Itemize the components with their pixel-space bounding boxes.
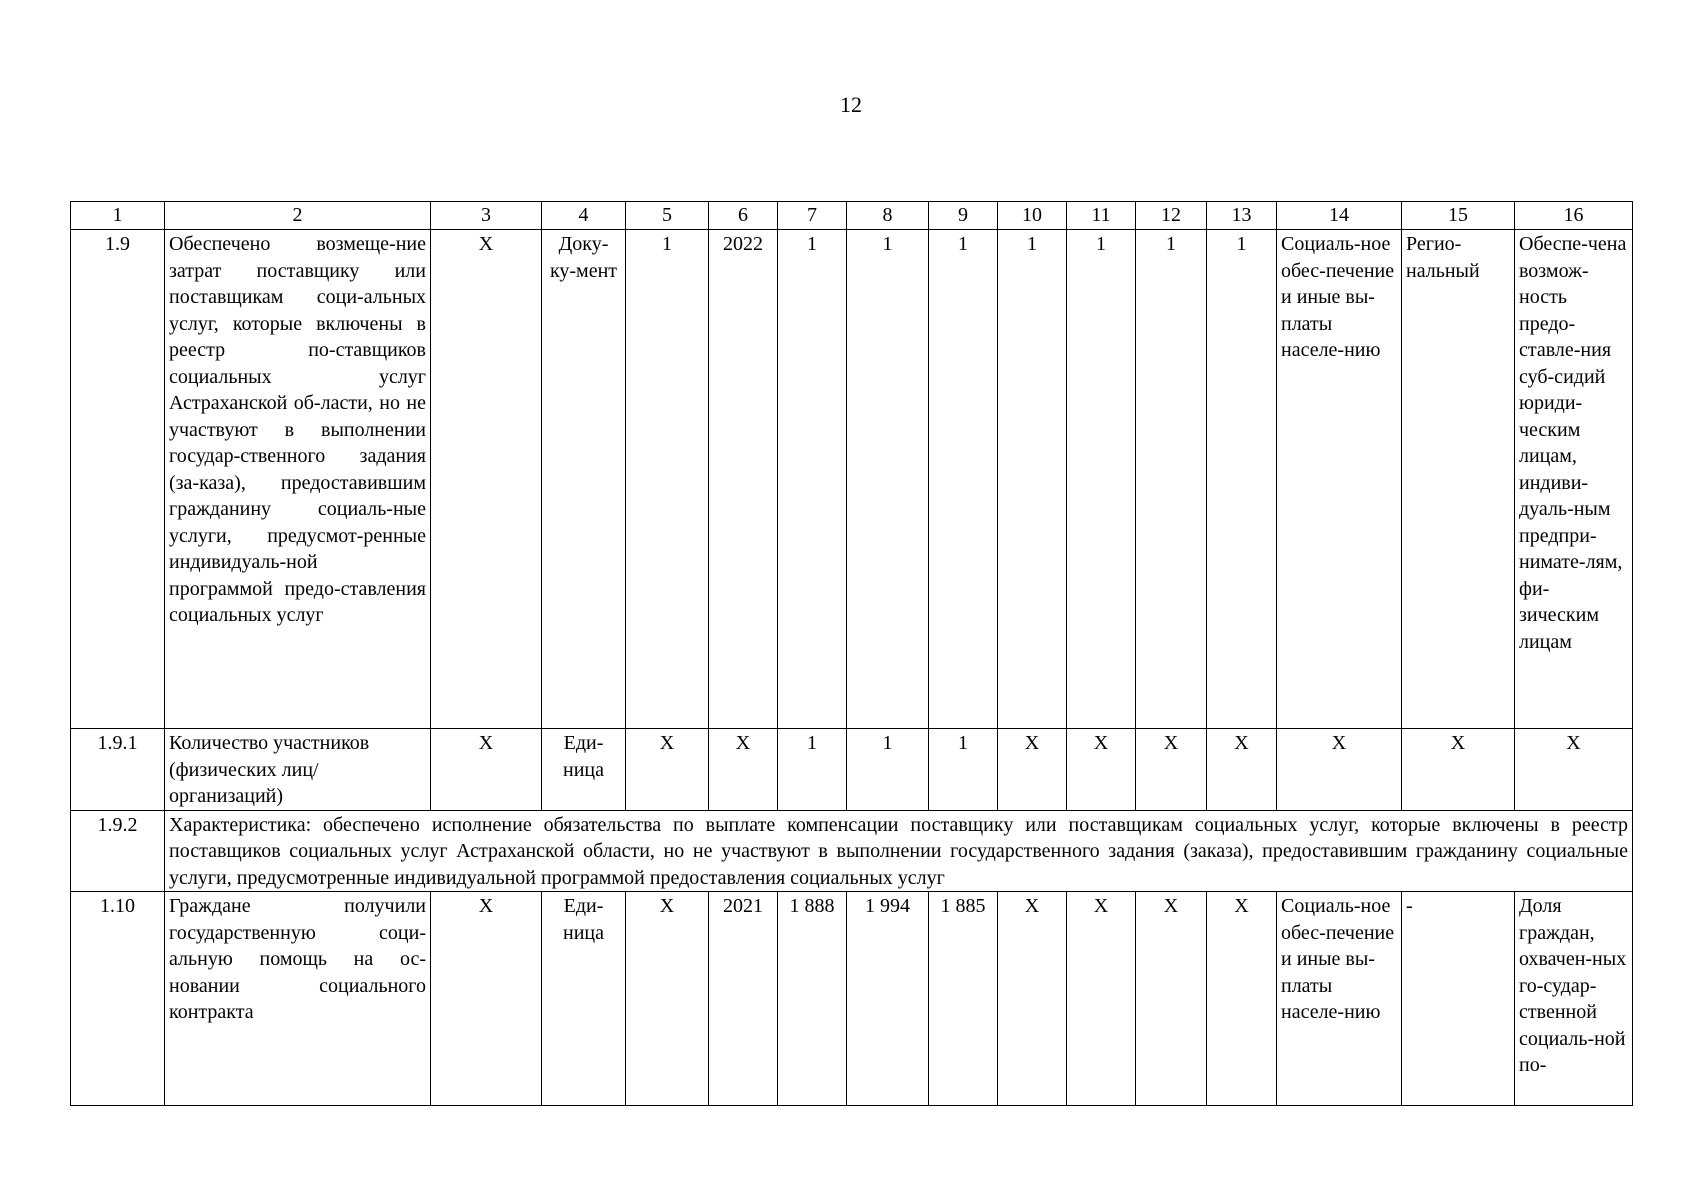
header-row (71, 202, 1633, 230)
cell-col-9: 1 (929, 230, 998, 729)
cell-col-8: 1 (847, 230, 929, 729)
header-cell: 13 (1207, 202, 1277, 230)
year-cell: X (709, 729, 778, 811)
unit-cell: Доку-ку-мент (542, 230, 626, 729)
cell-col-11: 1 (1067, 230, 1136, 729)
cell-col-15: - (1402, 892, 1515, 1106)
header-cell: 14 (1277, 202, 1402, 230)
year-cell: 2022 (709, 230, 778, 729)
header-cell: 2 (165, 202, 431, 230)
cell-col-7: 1 (778, 230, 847, 729)
cell-col-13: 1 (1207, 230, 1277, 729)
cell-col-11: X (1067, 892, 1136, 1106)
cell-col-15: X (1402, 729, 1515, 811)
cell-col-12: X (1136, 729, 1207, 811)
cell-col-9: 1 885 (929, 892, 998, 1106)
cell-col-9: 1 (929, 729, 998, 811)
header-cell: 15 (1402, 202, 1515, 230)
cell-col-16: Доля граждан, охвачен-ных го-судар-ственной социаль-ной по- (1515, 892, 1633, 1106)
cell-col-10: X (998, 729, 1067, 811)
cell-col-14: X (1277, 729, 1402, 811)
header-cell: 1 (71, 202, 165, 230)
cell-col-3: X (431, 892, 542, 1106)
cell-col-11: X (1067, 729, 1136, 811)
cell-col-13: X (1207, 892, 1277, 1106)
header-cell: 11 (1067, 202, 1136, 230)
cell-col-12: X (1136, 892, 1207, 1106)
table-row-1-9 (71, 230, 1633, 729)
header-cell: 3 (431, 202, 542, 230)
cell-col-15: Регио-нальный (1402, 230, 1515, 729)
unit-cell: Еди-ница (542, 729, 626, 811)
cell-col-10: X (998, 892, 1067, 1106)
header-cell: 4 (542, 202, 626, 230)
cell-col-3: X (431, 230, 542, 729)
header-cell: 7 (778, 202, 847, 230)
header-cell: 9 (929, 202, 998, 230)
page-number: 12 (840, 92, 862, 117)
cell-col-14: Социаль-ное обес-печение и иные вы-платы населе-нию (1277, 230, 1402, 729)
row-number: 1.9 (71, 230, 165, 729)
row-name: Количество участников (физических лиц/организаций) (165, 729, 431, 811)
cell-col-13: X (1207, 729, 1277, 811)
header-cell: 6 (709, 202, 778, 230)
header-cell: 12 (1136, 202, 1207, 230)
cell-col-16: Обеспе-чена возмож-ность предо-ставле-ния суб-сидий юриди-ческим лицам, индиви-дуаль-ным предпри-нимате-лям, фи-зическим лицам (1515, 230, 1633, 729)
row-name: Обеспечено возмеще-ние затрат поставщику или поставщикам соци-альных услуг, которые включены в реестр по-ставщиков социальных услуг Астраханской об-ласти, но не участвуют в выполнении государ-ственного задания (за-каза), предоставившим гражданину социаль-ные услуги, предусмот-ренные индивидуаль-ной программой предо-ставления социальных услуг (165, 230, 431, 729)
row-number: 1.9.2 (71, 810, 165, 892)
row-number: 1.10 (71, 892, 165, 1106)
cell-col-5: X (626, 892, 709, 1106)
cell-col-12: 1 (1136, 230, 1207, 729)
indicators-table (70, 201, 1633, 1106)
unit-cell: Еди-ница (542, 892, 626, 1106)
header-cell: 8 (847, 202, 929, 230)
cell-col-5: X (626, 729, 709, 811)
table-row-1-10 (71, 892, 1633, 1106)
table-row-1-9-1 (71, 729, 1633, 811)
header-cell: 16 (1515, 202, 1633, 230)
cell-col-5: 1 (626, 230, 709, 729)
header-cell: 5 (626, 202, 709, 230)
cell-col-8: 1 994 (847, 892, 929, 1106)
table-row-1-9-2 (71, 810, 1633, 892)
cell-col-8: 1 (847, 729, 929, 811)
cell-col-3: X (431, 729, 542, 811)
year-cell: 2021 (709, 892, 778, 1106)
cell-col-7: 1 (778, 729, 847, 811)
header-cell: 10 (998, 202, 1067, 230)
row-name: Граждане получили государственную соци-альную помощь на ос-новании социального контракта (165, 892, 431, 1106)
row-number: 1.9.1 (71, 729, 165, 811)
cell-col-16: X (1515, 729, 1633, 811)
cell-col-7: 1 888 (778, 892, 847, 1106)
characteristic-text: Характеристика: обеспечено исполнение обязательства по выплате компенсации поставщику или поставщикам социальных услуг, которые включены в реестр поставщиков социальных услуг Астраханской области, но не участвуют в выполнении государственного задания (заказа), предоставившим гражданину социальные услуги, предусмотренные индивидуальной программой предоставления социальных услуг (165, 810, 1633, 892)
cell-col-10: 1 (998, 230, 1067, 729)
cell-col-14: Социаль-ное обес-печение и иные вы-платы населе-нию (1277, 892, 1402, 1106)
